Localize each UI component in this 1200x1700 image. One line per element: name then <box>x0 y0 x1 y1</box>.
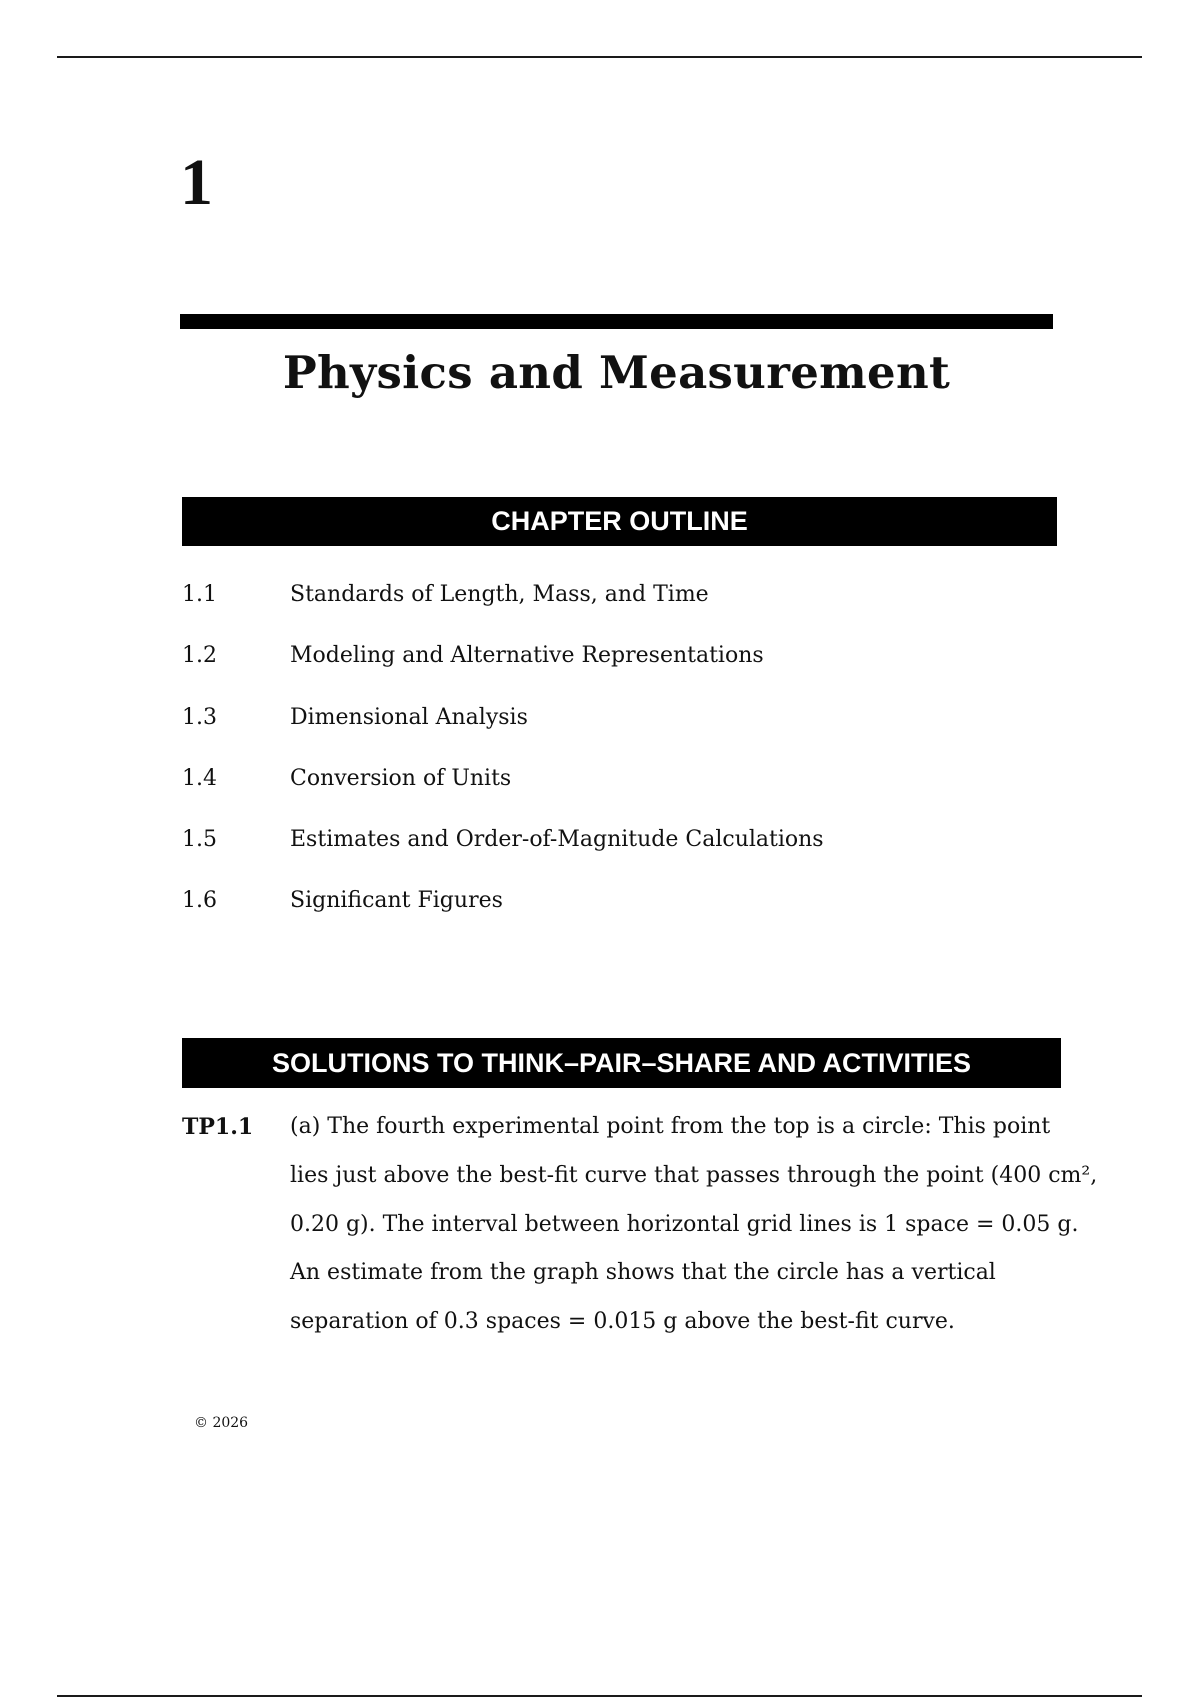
chapter-title: Physics and Measurement <box>282 346 951 399</box>
chapter-outline-header: CHAPTER OUTLINE <box>182 497 1057 546</box>
problem-label: TP1.1 <box>182 1114 254 1140</box>
outline-item-label: Estimates and Order-of-Magnitude Calculations <box>290 827 824 853</box>
top-rule <box>57 56 1142 58</box>
outline-item <box>182 698 1032 759</box>
problem-text-line: separation of 0.3 spaces = 0.015 g above the best-fit curve. <box>290 1309 955 1335</box>
problem-text-line: 0.20 g). The interval between horizontal grid lines is 1 space = 0.05 g. <box>290 1211 1079 1237</box>
title-bar <box>180 314 1053 329</box>
outline-item <box>182 575 1032 636</box>
outline-item-label: Modeling and Alternative Representations <box>290 643 764 669</box>
solutions-header: SOLUTIONS TO THINK–PAIR–SHARE AND ACTIVITIES <box>182 1038 1061 1088</box>
outline-item-number: 1.2 <box>182 643 217 669</box>
outline-item-label: Conversion of Units <box>290 765 512 791</box>
chapter-number: 1 <box>180 146 213 219</box>
outline-item-number: 1.1 <box>182 582 217 607</box>
outline-item <box>182 881 1032 942</box>
problem-text-line: (a) The fourth experimental point from the top is a circle: This point <box>290 1114 1051 1139</box>
bottom-rule <box>57 1695 1142 1697</box>
problem-text <box>290 1103 1098 1347</box>
outline-item-number: 1.4 <box>182 765 217 791</box>
problem-text-line: An estimate from the graph shows that the circle has a vertical <box>290 1260 996 1286</box>
copyright-notice: © 2026 <box>194 1415 249 1431</box>
outline-item <box>182 636 1032 697</box>
outline-item-label: Significant Figures <box>290 888 503 914</box>
chapter-outline-list <box>182 575 1032 943</box>
problem-text-line: lies just above the best-fit curve that passes through the point (400 cm², <box>290 1162 1098 1188</box>
outline-item-number: 1.5 <box>182 827 217 853</box>
outline-item-label: Standards of Length, Mass, and Time <box>290 582 709 607</box>
outline-item <box>182 759 1032 820</box>
outline-item-number: 1.6 <box>182 888 217 914</box>
problem-tp1-1 <box>182 1114 1098 1347</box>
outline-item <box>182 820 1032 881</box>
outline-item-number: 1.3 <box>182 704 217 730</box>
outline-item-label: Dimensional Analysis <box>290 704 528 730</box>
